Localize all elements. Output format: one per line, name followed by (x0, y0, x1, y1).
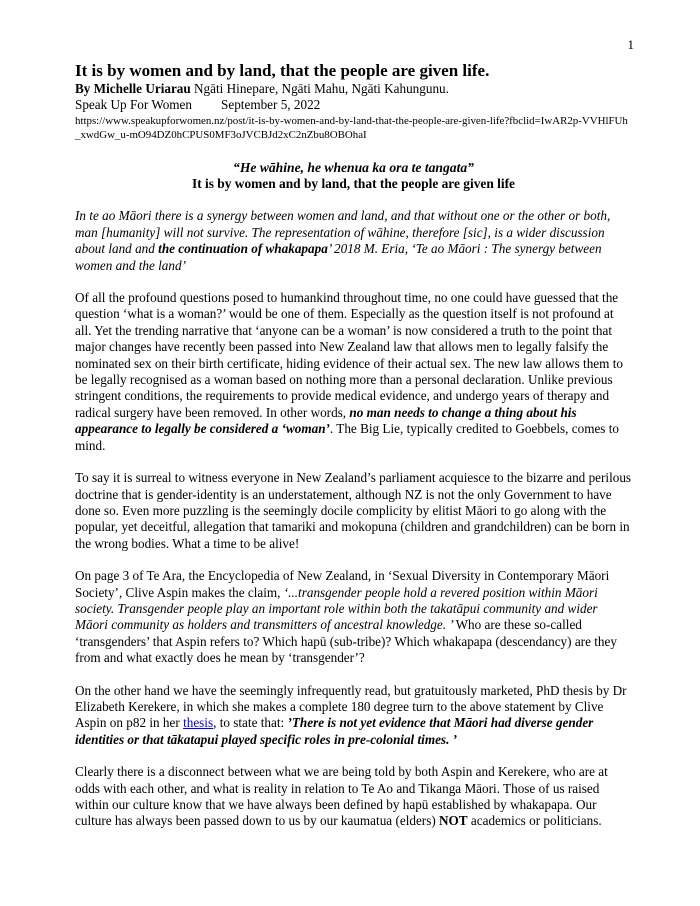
thesis-link[interactable]: thesis (183, 715, 214, 731)
page-number: 1 (627, 37, 634, 52)
document-content (75, 60, 632, 830)
kerekere-mid: , to state that: (213, 715, 288, 731)
paragraph-disconnect (75, 764, 632, 830)
disconnect-tail: academics or politicians. (467, 813, 602, 829)
eria-quote-lead: In te ao Māori there is a synergy between women and land, and that without one or the other or both, man [humanity] will not survive. The representation of wāhine, therefore [sic], is a wider discussion about land and (75, 208, 611, 257)
disconnect-lead: Clearly there is a disconnect between what we are being told by both Aspin and Kerekere, who are at odds with each other, and what is reality in relation to Te Ao and Tikanga Māori. Those of us raised within our culture know that we have always been defined by hapū established by whakapapa. Our culture has always been passed down to us by our kaumatua (elders) (75, 764, 608, 829)
paragraph-profound-questions (75, 290, 632, 454)
kerekere-lead: On the other hand we have the seemingly infrequently read, but gratuitously marketed, PhD thesis by Dr Elizabeth Kerekere, in which she makes a complete 180 degree turn to the above statement by Clive Aspin on p82 in her (75, 682, 627, 731)
paragraph-surreal: To say it is surreal to witness everyone in New Zealand’s parliament acquiesce to the bizarre and perilous doctrine that is gender-identity is an understatement, although NZ is not the only Government to have done so. Even more puzzling is the seemingly docile complicity by elitist Māori to go along with the popular, yet deceitful, allegation that tamariki and mokopuna (children and grandchildren) can be born in the wrong bodies. What a time to be alive! (75, 470, 632, 551)
publication-date: September 5, 2022 (221, 97, 321, 113)
profound-tail: . The Big Lie, typically credited to Goebbels, comes to mind. (75, 421, 619, 453)
epigraph (75, 160, 632, 193)
paragraph-eria-quote (75, 208, 632, 274)
eria-quote-emphasis: the continuation of whakapapa (158, 241, 328, 257)
profound-lead: Of all the profound questions posed to humankind throughout time, no one could have guessed that the question ‘what is a woman?’ would be one of them. Especially as the question itself is not profound at all. Yet the trending narrative that ‘anyone can be a woman’ is now considered a truth to the point that major changes have recently been passed into New Zealand law that allows men to legally falsify the nominated sex on their birth certificate, hiding evidence of their actual sex. The new law allows them to be legally recognised as a woman based on nothing more than a personal declaration. Unlike previous stringent conditions, the requirements to provide medical evidence, and undergo years of therapy and radical surgery have been removed. In other words, (75, 290, 623, 420)
epigraph-maori: “He wāhine, he whenua ka ora te tangata” (233, 159, 474, 175)
te-ara-aspin-quote: ‘...transgender people hold a revered position within Māori society. Transgender people play an important role within both the takatāpui community and wider Māori community as holders and transmitters of ancestral knowledge. ’ (75, 584, 598, 633)
article-title: It is by women and by land, that the people are given life. (75, 61, 490, 80)
publication-line (75, 97, 632, 113)
publication-name: Speak Up For Women (75, 97, 193, 113)
epigraph-english: It is by women and by land, that the people are given life (191, 176, 515, 191)
profound-emphasis: no man needs to change a thing about his appearance to legally be considered a ‘woman’ (75, 404, 577, 437)
kerekere-quote: ’There is not yet evidence that Māori had diverse gender identities or that tākatapui played specific roles in pre-colonial times. ’ (75, 715, 594, 747)
te-ara-lead: On page 3 of Te Ara, the Encyclopedia of New Zealand, in ‘Sexual Diversity in Contemporary Māori Society’, Clive Aspin makes the claim, (75, 568, 610, 600)
article-url: https://www.speakupforwomen.nz/post/it-is-by-women-and-by-land-that-the-people-are-given-life?fbclid=IwAR2p-VVHlFUh_xwdGw_u-mO94DZ0hCPUS0MF3oJVCBJd2xC2nZbu8OBOhaI (75, 115, 628, 141)
paragraph-te-ara (75, 568, 632, 666)
eria-quote-attribution: ’ 2018 M. Eria, ‘Te ao Māori : The synergy between women and the land’ (75, 241, 602, 273)
byline (75, 81, 632, 97)
disconnect-emphasis: NOT (439, 813, 468, 829)
byline-author: By Michelle Uriarau (75, 81, 191, 96)
te-ara-questions: Who are these so-called ‘transgenders’ that Aspin refers to? Which hapū (sub-tribe)? Which whakapapa (descendancy) are they from and what exactly does he mean by ‘transgender’? (75, 617, 617, 666)
paragraph-kerekere (75, 683, 632, 749)
byline-iwi: Ngāti Hinepare, Ngāti Mahu, Ngāti Kahungunu. (190, 81, 449, 96)
